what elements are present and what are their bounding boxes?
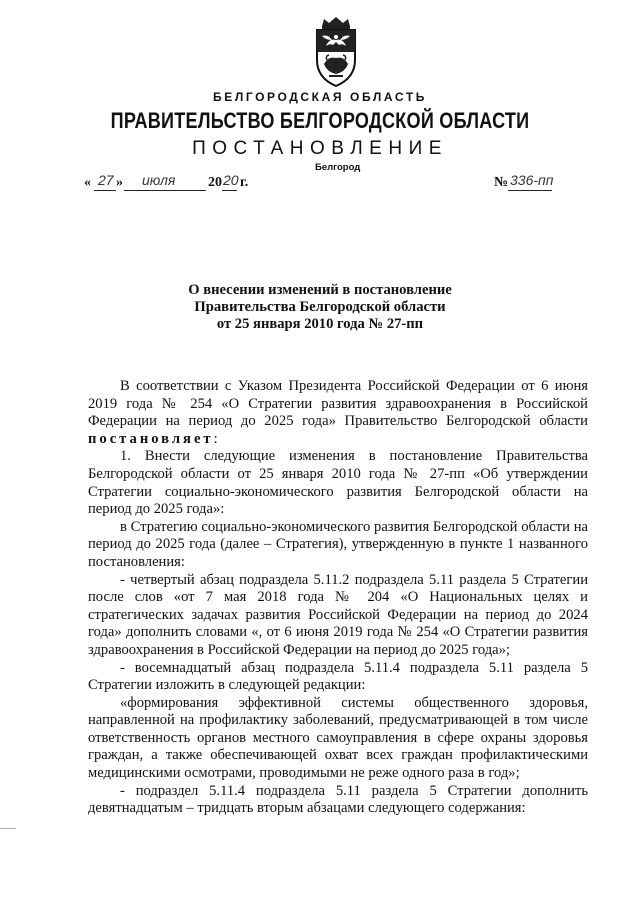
paragraph-change-2: - восемнадцатый абзац подраздела 5.11.4 подраздела 5.11 раздела 5 Стратегии изложить в следующей редакции: [88, 659, 588, 694]
subject-line-2: Правительства Белгородской области [194, 299, 446, 315]
paragraph-change-3: - подраздел 5.11.4 подраздела 5.11 раздела 5 Стратегии дополнить девятнадцатым – тридцать вторым абзацами следующего содержания: [88, 782, 588, 817]
paragraph-quoted-text: «формирования эффективной системы общественного здоровья, направленной на профилактику заболеваний, предусматривающей в том числе ответственность органов местного самоуправления в сфере охраны здоровья граждан, а также обеспечивающей охват всех граждан профилактическими медицинскими осмотрами, проводимыми не реже одного раза в год»; [88, 694, 588, 782]
city-name: Белгород [315, 162, 361, 173]
year-underline [222, 190, 237, 191]
paragraph-change-1: - четвертый абзац подраздела 5.11.2 подраздела 5.11 раздела 5 Стратегии после слов «от 7 мая 2018 года № 204 «О Национальных целях и стратегических задачах развития Российской Федерации на период до 2024 года» дополнить словами «, от 6 июня 2019 года № 254 «О Стратегии развития здравоохранения в Российской Федерации на период до 2025 года»; [88, 571, 588, 658]
date-open-quote: « [84, 175, 91, 190]
subject-line-1: О внесении изменений в постановление [188, 282, 452, 298]
document-subject [0, 282, 640, 333]
paragraph-preamble: В соответствии с Указом Президента Российской Федерации от 6 июня 2019 года № 254 «О Стратегии развития здравоохранения в Российской Федерации на период до 2025 года» Правительство Белгородской области постановляет: [88, 378, 588, 447]
document-type: ПОСТАНОВЛЕНИЕ [192, 138, 448, 159]
day-underline [94, 190, 116, 191]
date-day: 27 [98, 172, 114, 188]
resolve-word: постановляет [88, 430, 214, 447]
region-name: БЕЛГОРОДСКАЯ ОБЛАСТЬ [213, 90, 427, 104]
document-number: 336-пп [510, 172, 554, 188]
year-unit: г. [240, 175, 249, 190]
coat-of-arms-icon [309, 16, 363, 88]
subject-line-3: от 25 января 2010 года № 27-пп [216, 316, 424, 332]
paragraph-strategy-intro: в Стратегию социально-экономического развития Белгородской области на период до 2025 года (далее – Стратегия), утвержденную в пункте 1 названного постановления: [88, 518, 588, 570]
document-body [88, 378, 588, 818]
margin-mark [0, 828, 16, 829]
number-prefix: № [494, 175, 509, 190]
year-prefix: 20 [208, 175, 222, 190]
paragraph-item-1: 1. Внести следующие изменения в постановление Правительства Белгородской области от 25 января 2010 года № 27-пп «Об утверждении Стратегии социально-экономического развития Белгородской области на период до 2025 года»: [88, 448, 588, 518]
date-month: июля [142, 172, 176, 188]
month-underline [124, 190, 206, 191]
date-number-row [0, 172, 640, 196]
date-close-quote: » [116, 175, 123, 190]
government-title: ПРАВИТЕЛЬСТВО БЕЛГОРОДСКОЙ ОБЛАСТИ [110, 108, 530, 133]
year-suffix: 20 [223, 172, 239, 188]
number-underline [508, 190, 552, 191]
